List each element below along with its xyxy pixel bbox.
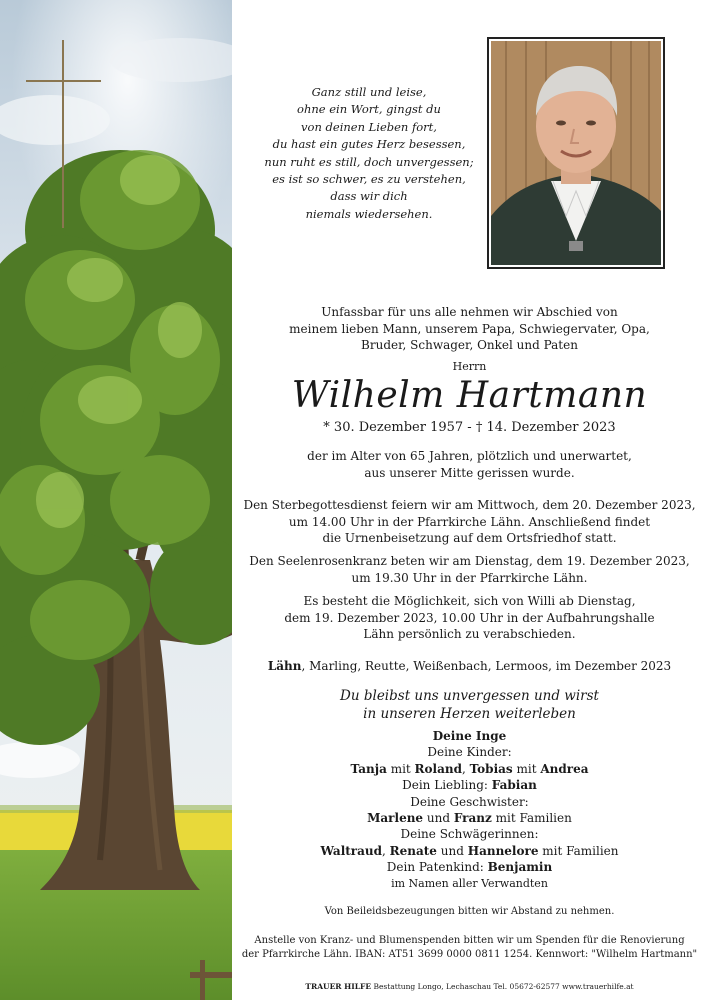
poem-line: ohne ein Wort, gingst du (297, 102, 441, 117)
motto (232, 687, 707, 723)
relatives-line: im Namen aller Verwandten (391, 876, 548, 890)
poem-line: Ganz still und leise, (311, 85, 427, 99)
donation-line: Anstelle von Kranz- und Blumenspenden bitten wir um Spenden für die Renovierung (254, 935, 685, 946)
sibling-name: Marlene (367, 811, 424, 826)
rosary-text (232, 553, 707, 586)
age-text (232, 448, 707, 481)
funeral-line: um 14.00 Uhr in der Pfarrkirche Lähn. Anschließend findet (288, 514, 651, 529)
funeral-text (232, 497, 707, 547)
funeral-line: Den Sterbegottesdienst feiern wir am Mittwoch, dem 20. Dezember 2023, (243, 498, 696, 512)
age-line: aus unserer Mitte gerissen wurde. (364, 465, 575, 480)
content (232, 0, 707, 1000)
grandchild-name: Fabian (491, 778, 537, 793)
donation-line: der Pfarrkirche Lähn. IBAN: AT51 3699 0000 0811 1254. Kennwort: "Wilhelm Hartmann" (241, 949, 698, 960)
viewing-line: dem 19. Dezember 2023, 10.00 Uhr in der Aufbahrungshalle (284, 610, 655, 625)
intro-text (232, 304, 707, 354)
family-list (232, 728, 707, 892)
motto-line: Du bleibst uns unvergessen und wirst (340, 688, 599, 704)
place-date (232, 658, 707, 675)
poem-line: von deinen Lieben fort, (301, 119, 437, 134)
rosary-line: um 19.30 Uhr in der Pfarrkirche Lähn. (351, 570, 588, 585)
age-line: der im Alter von 65 Jahren, plötzlich und unerwartet, (307, 449, 632, 463)
intro-line: meinem lieben Mann, unserem Papa, Schwiegervater, Opa, (289, 321, 650, 336)
godchild-name: Benjamin (487, 860, 553, 875)
poem-line: niemals wiedersehen. (305, 206, 433, 221)
favorite-row: Dein Liebling: Fabian (402, 778, 537, 793)
poem-line: du hast ein gutes Herz besessen, (272, 137, 466, 152)
salutation: Herrn (452, 360, 487, 373)
poem-line: es ist so schwer, es zu verstehen, (272, 172, 466, 187)
wife-name: Deine Inge (432, 729, 507, 743)
inlaw-name: Waltraud (320, 843, 383, 858)
donation-text (232, 934, 707, 962)
poem-line: nun ruht es still, doch unvergessen; (264, 154, 474, 169)
inlaws-label: Deine Schwägerinnen: (400, 827, 539, 842)
viewing-line: Es besteht die Möglichkeit, sich von Willi ab Dienstag, (303, 594, 636, 608)
footer-brand: TRAUER HILFE (305, 982, 372, 991)
viewing-line: Lähn persönlich zu verabschieden. (363, 627, 576, 642)
child-name: Tanja (350, 761, 387, 776)
condolence-note: Von Beileidsbezeugungen bitten wir Abstand zu nehmen. (324, 906, 615, 917)
footer (232, 982, 707, 991)
rosary-line: Den Seelenrosenkranz beten wir am Dienstag, dem 19. Dezember 2023, (249, 554, 690, 568)
partner-name: Andrea (540, 761, 589, 776)
place-name: Lähn (267, 659, 302, 673)
siblings-label: Deine Geschwister: (410, 794, 529, 809)
viewing-text (232, 593, 707, 643)
inlaw-name: Renate (389, 843, 437, 858)
life-dates: * 30. Dezember 1957 - † 14. Dezember 2023 (323, 420, 616, 435)
sibling-name: Franz (453, 811, 492, 826)
poem-line: dass wir dich (330, 189, 408, 204)
place-rest: , Marling, Reutte, Weißenbach, Lermoos, im Dezember 2023 (301, 659, 672, 673)
footer-text: Bestattung Longo, Lechaschau Tel. 05672-62577 www.trauerhilfe.at (371, 982, 634, 991)
intro-line: Bruder, Schwager, Onkel und Paten (361, 338, 578, 353)
children-label: Deine Kinder: (427, 745, 512, 760)
funeral-line: die Urnenbeisetzung auf dem Ortsfriedhof statt. (322, 531, 617, 546)
deceased-name: Wilhelm Hartmann (291, 375, 648, 416)
tree-photo (0, 0, 232, 1000)
intro-line: Unfassbar für uns alle nehmen wir Abschied von (321, 305, 618, 319)
partner-name: Roland (414, 761, 462, 776)
child-name: Tobias (469, 761, 513, 776)
children-row: Tanja mit Roland, Tobias mit Andrea (350, 761, 589, 776)
inlaw-name: Hannelore (467, 843, 539, 858)
godchild-row: Dein Patenkind: Benjamin (386, 860, 553, 875)
motto-line: in unseren Herzen weiterleben (363, 706, 576, 722)
inlaws-row: Waltraud, Renate und Hannelore mit Familien (320, 843, 619, 858)
siblings-row: Marlene und Franz mit Familien (367, 811, 572, 826)
